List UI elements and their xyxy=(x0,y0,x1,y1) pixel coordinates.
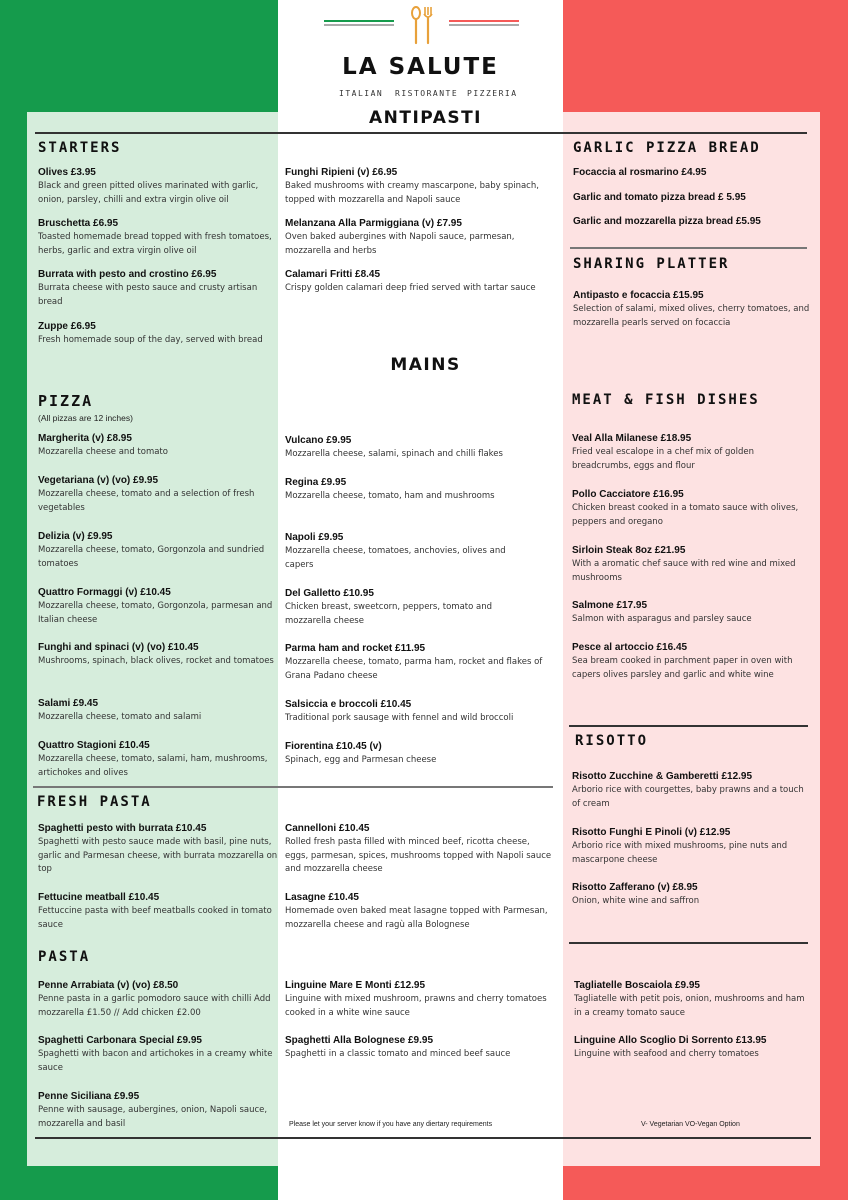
menu-item xyxy=(38,822,278,877)
item-name: Vulcano £9.95 xyxy=(285,435,352,446)
item-name: Funghi Ripieni (v) £6.95 xyxy=(285,167,398,178)
header-rule-gray-right xyxy=(449,24,519,26)
menu-item xyxy=(38,268,278,309)
pizza-size-note: (All pizzas are 12 inches) xyxy=(38,413,133,423)
dietary-legend: V- Vegetarian VO-Vegan Option xyxy=(641,1121,740,1128)
restaurant-name: LA SALUTE xyxy=(342,54,499,80)
item-description: Fettuccine pasta with beef meatballs cooked in tomato sauce xyxy=(38,906,272,930)
item-description: Spinach, egg and Parmesan cheese xyxy=(285,755,437,765)
menu-item xyxy=(38,586,278,627)
menu-item xyxy=(38,217,278,258)
item-description: Mozzarella cheese, tomatoes, anchovies, olives and capers xyxy=(285,546,506,570)
menu-item xyxy=(38,697,278,725)
item-description: Crispy golden calamari deep fried served with tartar sauce xyxy=(285,283,536,293)
menu-item xyxy=(38,530,278,571)
fresh-pasta-title: FRESH PASTA xyxy=(37,794,152,810)
header-rule-gray-left xyxy=(324,24,394,26)
item-description: Fried veal escalope in a chef mix of golden breadcrumbs, eggs and flour xyxy=(572,447,754,471)
item-description: Traditional pork sausage with fennel and wild broccoli xyxy=(285,713,514,723)
header-rule-green xyxy=(324,20,394,22)
item-description: Penne with sausage, aubergines, onion, Napoli sauce, mozzarella and basil xyxy=(38,1105,268,1129)
item-name: Sirloin Steak 8oz £21.95 xyxy=(572,545,686,556)
item-description: Arborio rice with courgettes, baby prawns and a touch of cream xyxy=(572,785,804,809)
item-name: Risotto Zucchine & Gamberetti £12.95 xyxy=(572,771,753,782)
item-description: Chicken breast, sweetcorn, peppers, tomato and mozzarella cheese xyxy=(285,602,493,626)
starters-title: STARTERS xyxy=(38,140,122,156)
menu-item xyxy=(572,826,812,867)
item-name: Garlic and tomato pizza bread £ 5.95 xyxy=(573,192,746,203)
item-name: Cannelloni £10.45 xyxy=(285,823,370,834)
menu-item xyxy=(572,770,812,811)
item-description: Chicken breast cooked in a tomato sauce with olives, peppers and oregano xyxy=(572,503,799,527)
item-name: Quattro Stagioni £10.45 xyxy=(38,740,150,751)
item-name: Burrata with pesto and crostino £6.95 xyxy=(38,269,217,280)
item-name: Salami £9.45 xyxy=(38,698,99,709)
risotto-rule xyxy=(569,942,808,944)
item-description: Toasted homemade bread topped with fresh tomatoes, herbs, garlic and extra virgin olive oil xyxy=(38,232,272,256)
menu-item xyxy=(285,587,535,628)
item-description: Burrata cheese with pesto sauce and crusty artisan bread xyxy=(38,283,258,307)
item-name: Fettucine meatball £10.45 xyxy=(38,892,160,903)
fork-and-spoon-icon xyxy=(408,5,436,45)
menu-item xyxy=(573,215,813,229)
menu-item xyxy=(285,979,555,1020)
item-description: Mozzarella cheese, tomato and salami xyxy=(38,712,202,722)
menu-item xyxy=(285,642,557,683)
item-name: Vegetariana (v) (vo) £9.95 xyxy=(38,475,159,486)
header-rule-red xyxy=(449,20,519,22)
menu-item xyxy=(285,822,555,877)
item-name: Spaghetti Alla Bolognese £9.95 xyxy=(285,1035,434,1046)
pasta-title: PASTA xyxy=(38,949,91,965)
item-description: Mozzarella cheese, tomato, Gorgonzola, parmesan and Italian cheese xyxy=(38,601,273,625)
item-description: Fresh homemade soup of the day, served with bread xyxy=(38,335,263,345)
menu-item xyxy=(38,891,278,932)
item-name: Bruschetta £6.95 xyxy=(38,218,119,229)
item-name: Antipasto e focaccia £15.95 xyxy=(573,290,704,301)
item-name: Quattro Formaggi (v) £10.45 xyxy=(38,587,171,598)
menu-item xyxy=(572,488,812,529)
menu-item xyxy=(38,1090,278,1131)
item-description: Black and green pitted olives marinated with garlic, onion, parsley, chilli and extra virgin olive oil xyxy=(38,181,259,205)
item-name: Lasagne £10.45 xyxy=(285,892,359,903)
footer-rule xyxy=(35,1137,811,1139)
item-description: Salmon with asparagus and parsley sauce xyxy=(572,614,752,624)
item-description: Mozzarella cheese and tomato xyxy=(38,447,168,457)
menu-item xyxy=(38,432,278,460)
item-name: Pollo Cacciatore £16.95 xyxy=(572,489,684,500)
menu-item xyxy=(285,1034,555,1062)
menu-item xyxy=(573,166,813,180)
item-description: Homemade oven baked meat lasagne topped with Parmesan, mozzarella cheese and ragù alla Bolognese xyxy=(285,906,548,930)
menu-item xyxy=(572,599,812,627)
item-name: Delizia (v) £9.95 xyxy=(38,531,113,542)
item-name: Risotto Zafferano (v) £8.95 xyxy=(572,882,698,893)
subtitle-ristorante: RISTORANTE xyxy=(395,89,459,98)
antipasti-rule xyxy=(35,132,807,134)
garlic-bread-rule xyxy=(570,247,807,249)
item-description: With a aromatic chef sauce with red wine and mixed mushrooms xyxy=(572,559,796,583)
item-description: Spaghetti with pesto sauce made with basil, pine nuts, garlic and Parmesan cheese, with burrata mozzarella on top xyxy=(38,837,278,874)
dietary-note: Please let your server know if you have any diertary requirements xyxy=(289,1121,493,1128)
menu-item xyxy=(285,217,550,258)
menu-item xyxy=(285,891,555,932)
menu-item xyxy=(38,739,278,780)
item-description: Spaghetti with bacon and artichokes in a creamy white sauce xyxy=(38,1049,273,1073)
item-description: Oven baked aubergines with Napoli sauce, parmesan, mozzarella and herbs xyxy=(285,232,515,256)
menu-item xyxy=(574,979,814,1020)
item-name: Pesce al artoccio £16.45 xyxy=(572,642,688,653)
item-description: Penne pasta in a garlic pomodoro sauce with chilli Add mozzarella £1.50 // Add chicken £2.00 xyxy=(38,994,271,1018)
meat-fish-rule xyxy=(569,725,808,727)
item-description: Baked mushrooms with creamy mascarpone, baby spinach, topped with mozzarella and Napoli sauce xyxy=(285,181,539,205)
item-name: Del Galletto £10.95 xyxy=(285,588,374,599)
menu-item xyxy=(572,641,807,682)
item-description: Mozzarella cheese, tomato, parma ham, rocket and flakes of Grana Padano cheese xyxy=(285,657,543,681)
item-description: Mushrooms, spinach, black olives, rocket and tomatoes xyxy=(38,656,274,666)
risotto-title: RISOTTO xyxy=(575,733,649,749)
subtitle-pizzeria: PIZZERIA xyxy=(467,89,518,98)
sharing-platter-title: SHARING PLATTER xyxy=(573,256,730,272)
menu-item xyxy=(38,166,278,207)
item-name: Napoli £9.95 xyxy=(285,532,344,543)
item-description: Linguine with seafood and cherry tomatoes xyxy=(574,1049,759,1059)
item-name: Olives £3.95 xyxy=(38,167,96,178)
item-name: Salsiccia e broccoli £10.45 xyxy=(285,699,412,710)
item-name: Penne Arrabiata (v) (vo) £8.50 xyxy=(38,980,179,991)
item-name: Fiorentina £10.45 (v) xyxy=(285,741,382,752)
item-description: Selection of salami, mixed olives, cherry tomatoes, and mozzarella pearls served on focaccia xyxy=(573,304,810,328)
item-description: Mozzarella cheese, tomato, salami, ham, mushrooms, artichokes and olives xyxy=(38,754,268,778)
menu-item xyxy=(38,1034,278,1075)
item-name: Garlic and mozzarella pizza bread £5.95 xyxy=(573,216,761,227)
menu-item xyxy=(573,191,813,205)
item-name: Linguine Allo Scoglio Di Sorrento £13.95 xyxy=(574,1035,767,1046)
item-name: Focaccia al rosmarino £4.95 xyxy=(573,167,707,178)
menu-item xyxy=(38,979,278,1020)
menu-item xyxy=(285,698,557,726)
item-name: Linguine Mare E Monti £12.95 xyxy=(285,980,426,991)
pizza-rule xyxy=(33,786,553,788)
menu-item xyxy=(572,881,812,909)
item-name: Spaghetti pesto with burrata £10.45 xyxy=(38,823,207,834)
item-name: Margherita (v) £8.95 xyxy=(38,433,132,444)
menu-item xyxy=(572,544,812,585)
menu-item xyxy=(285,740,555,768)
menu-item xyxy=(38,641,278,669)
item-description: Arborio rice with mixed mushrooms, pine nuts and mascarpone cheese xyxy=(572,841,788,865)
item-description: Mozzarella cheese, salami, spinach and chilli flakes xyxy=(285,449,503,459)
item-description: Sea bream cooked in parchment paper in oven with capers olives parsley and garlic and white wine xyxy=(572,656,793,680)
item-description: Mozzarella cheese, tomato and a selection of fresh vegetables xyxy=(38,489,255,513)
item-name: Funghi and spinaci (v) (vo) £10.45 xyxy=(38,642,199,653)
menu-item xyxy=(285,268,550,296)
item-name: Veal Alla Milanese £18.95 xyxy=(572,433,692,444)
menu-item xyxy=(572,432,812,473)
menu-header xyxy=(278,0,563,110)
menu-item xyxy=(285,476,555,504)
subtitle-italian: ITALIAN xyxy=(339,89,384,98)
item-description: Spaghetti in a classic tomato and minced beef sauce xyxy=(285,1049,511,1059)
menu-item xyxy=(38,320,278,348)
antipasti-heading: ANTIPASTI xyxy=(368,108,483,128)
menu-item xyxy=(285,166,550,207)
item-name: Regina £9.95 xyxy=(285,477,347,488)
item-name: Spaghetti Carbonara Special £9.95 xyxy=(38,1035,202,1046)
menu-item xyxy=(285,531,535,572)
item-name: Tagliatelle Boscaiola £9.95 xyxy=(574,980,700,991)
garlic-bread-title: GARLIC PIZZA BREAD xyxy=(573,140,761,156)
item-name: Parma ham and rocket £11.95 xyxy=(285,643,426,654)
item-description: Mozzarella cheese, tomato, Gorgonzola and sundried tomatoes xyxy=(38,545,265,569)
item-name: Penne Siciliana £9.95 xyxy=(38,1091,140,1102)
item-description: Onion, white wine and saffron xyxy=(572,896,700,906)
item-name: Calamari Fritti £8.45 xyxy=(285,269,381,280)
mains-heading: MAINS xyxy=(390,355,461,375)
item-description: Tagliatelle with petit pois, onion, mushrooms and ham in a creamy tomato sauce xyxy=(574,994,805,1018)
menu-item xyxy=(574,1034,814,1062)
item-description: Rolled fresh pasta filled with minced beef, ricotta cheese, eggs, parmesan, spices, mushrooms topped with Napoli sauce and mozzarella cheese xyxy=(285,837,552,874)
item-name: Salmone £17.95 xyxy=(572,600,648,611)
pizza-title: PIZZA xyxy=(38,392,94,410)
item-description: Mozzarella cheese, tomato, ham and mushrooms xyxy=(285,491,495,501)
menu-item xyxy=(573,289,813,330)
menu-item xyxy=(285,434,555,462)
item-name: Zuppe £6.95 xyxy=(38,321,96,332)
meat-fish-title: MEAT & FISH DISHES xyxy=(572,392,760,408)
item-name: Risotto Funghi E Pinoli (v) £12.95 xyxy=(572,827,731,838)
item-name: Melanzana Alla Parmiggiana (v) £7.95 xyxy=(285,218,462,229)
item-description: Linguine with mixed mushroom, prawns and cherry tomatoes cooked in a white wine sauce xyxy=(285,994,547,1018)
menu-item xyxy=(38,474,278,515)
